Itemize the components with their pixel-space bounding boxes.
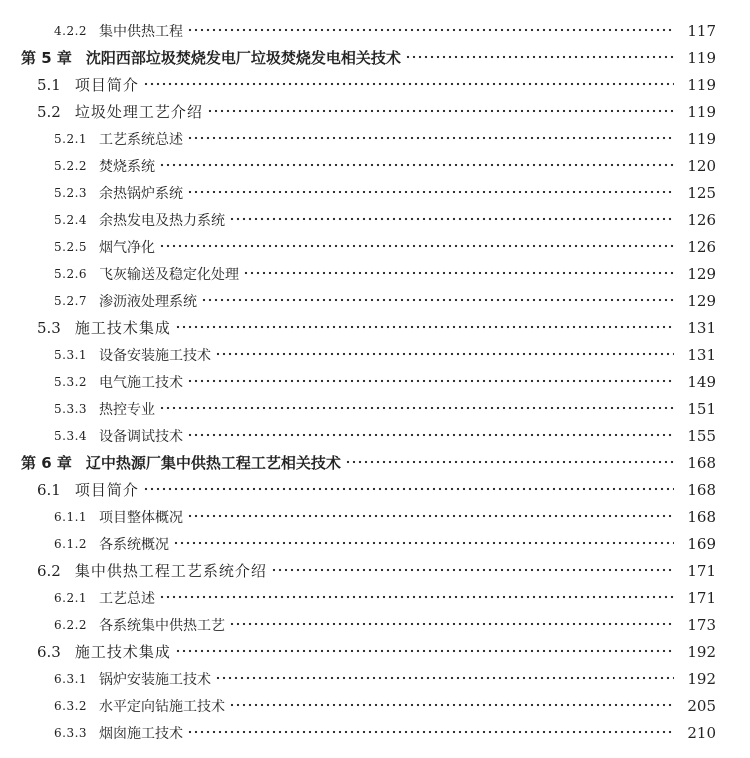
toc-entry[interactable] <box>0 422 750 449</box>
toc-entry-page: 119 <box>687 102 716 121</box>
toc-entry-title: 集中供热工程 <box>99 23 184 40</box>
toc-entry-page: 126 <box>687 210 716 229</box>
toc-entry-page: 210 <box>687 723 716 742</box>
toc-entry-page: 169 <box>687 534 716 553</box>
toc-entry[interactable] <box>0 152 750 179</box>
toc-entry[interactable] <box>0 584 750 611</box>
toc-entry-page: 129 <box>687 264 716 283</box>
toc-entry-number: 5.3.1 <box>54 347 88 362</box>
toc-entry-title: 热控专业 <box>99 401 156 418</box>
toc-section[interactable] <box>0 476 750 503</box>
toc-entry-page: 155 <box>687 426 716 445</box>
toc-entry-title: 焚烧系统 <box>99 158 156 175</box>
toc-entry-page: 129 <box>687 291 716 310</box>
toc-entry-number: 5.2.4 <box>54 212 88 227</box>
toc-entry[interactable] <box>0 17 750 44</box>
toc-entry[interactable] <box>0 611 750 638</box>
toc-section[interactable] <box>0 557 750 584</box>
toc-entry-number: 6.2.2 <box>54 617 88 632</box>
dot-leader <box>187 374 674 388</box>
toc-entry-title: 项目整体概况 <box>99 509 184 526</box>
toc-entry-page: 131 <box>687 318 716 337</box>
toc-entry-page: 119 <box>687 48 716 67</box>
toc-entry[interactable] <box>0 179 750 206</box>
toc-entry-number: 第 6 章 <box>21 454 72 472</box>
toc-entry[interactable] <box>0 719 750 746</box>
toc-entry-title: 集中供热工程工艺系统介绍 <box>74 562 267 580</box>
toc-entry[interactable] <box>0 260 750 287</box>
toc-section[interactable] <box>0 98 750 125</box>
toc-entry-title: 水平定向钻施工技术 <box>99 698 226 715</box>
toc-entry-title: 设备安装施工技术 <box>99 347 212 364</box>
toc-entry-title: 施工技术集成 <box>74 643 171 661</box>
toc-entry[interactable] <box>0 233 750 260</box>
toc-entry-title: 渗沥液处理系统 <box>99 293 198 310</box>
toc-entry-title: 施工技术集成 <box>74 319 171 337</box>
toc-entry[interactable] <box>0 503 750 530</box>
toc-entry[interactable] <box>0 287 750 314</box>
toc-entry-page: 192 <box>687 642 716 661</box>
toc-entry-title: 电气施工技术 <box>99 374 184 391</box>
toc-entry-page: 151 <box>687 399 716 418</box>
toc-entry-page: 205 <box>687 696 716 715</box>
dot-leader <box>187 131 674 145</box>
toc-entry[interactable] <box>0 395 750 422</box>
dot-leader <box>229 617 674 631</box>
toc-entry-title: 工艺系统总述 <box>99 131 184 148</box>
toc-entry-title: 余热锅炉系统 <box>99 185 184 202</box>
toc-entry-page: 120 <box>687 156 716 175</box>
toc-entry-title: 垃圾处理工艺介绍 <box>74 103 203 121</box>
toc-entry-number: 6.3.3 <box>54 725 88 740</box>
toc-chapter[interactable] <box>0 44 750 71</box>
toc-entry[interactable] <box>0 692 750 719</box>
toc-entry-number: 5.2.3 <box>54 185 88 200</box>
toc-entry-title: 烟囱施工技术 <box>99 725 184 742</box>
toc-entry-number: 6.1 <box>37 480 61 499</box>
toc-entry-number: 5.2.1 <box>54 131 88 146</box>
toc-entry-title: 飞灰输送及稳定化处理 <box>99 266 240 283</box>
toc-entry-title: 工艺总述 <box>99 590 156 607</box>
toc-chapter[interactable] <box>0 449 750 476</box>
toc-entry-number: 5.2.7 <box>54 293 88 308</box>
dot-leader <box>187 509 674 523</box>
dot-leader <box>187 185 674 199</box>
toc-entry-title: 沈阳西部垃圾焚烧发电厂垃圾焚烧发电相关技术 <box>85 49 401 67</box>
dot-leader <box>143 77 674 91</box>
dot-leader <box>143 482 674 496</box>
toc-entry[interactable] <box>0 665 750 692</box>
toc-entry-number: 6.2.1 <box>54 590 88 605</box>
table-of-contents <box>0 17 750 746</box>
toc-entry-page: 131 <box>687 345 716 364</box>
toc-entry-page: 149 <box>687 372 716 391</box>
toc-entry[interactable] <box>0 125 750 152</box>
toc-entry-page: 119 <box>687 129 716 148</box>
toc-entry-title: 锅炉安装施工技术 <box>99 671 212 688</box>
dot-leader <box>187 428 674 442</box>
toc-entry-title: 辽中热源厂集中供热工程工艺相关技术 <box>85 454 341 472</box>
dot-leader <box>173 536 674 550</box>
toc-entry[interactable] <box>0 341 750 368</box>
dot-leader <box>229 698 674 712</box>
dot-leader <box>159 239 674 253</box>
dot-leader <box>243 266 674 280</box>
toc-entry-number: 第 5 章 <box>21 49 72 67</box>
dot-leader <box>159 401 674 415</box>
toc-entry-number: 6.1.1 <box>54 509 88 524</box>
toc-entry-number: 6.2 <box>37 561 61 580</box>
toc-entry[interactable] <box>0 530 750 557</box>
dot-leader <box>345 455 674 469</box>
toc-entry-page: 171 <box>687 561 716 580</box>
dot-leader <box>271 563 674 577</box>
toc-entry-number: 5.2.2 <box>54 158 88 173</box>
dot-leader <box>159 590 674 604</box>
toc-section[interactable] <box>0 314 750 341</box>
toc-entry-number: 5.2 <box>37 102 61 121</box>
toc-entry-page: 168 <box>687 507 716 526</box>
toc-entry-title: 设备调试技术 <box>99 428 184 445</box>
toc-entry-number: 5.3.2 <box>54 374 88 389</box>
toc-entry-page: 173 <box>687 615 716 634</box>
toc-entry-title: 项目简介 <box>74 481 139 499</box>
toc-entry-number: 6.3.2 <box>54 698 88 713</box>
toc-entry[interactable] <box>0 206 750 233</box>
toc-entry-number: 5.2.6 <box>54 266 88 281</box>
dot-leader <box>201 293 674 307</box>
toc-entry-page: 168 <box>687 453 716 472</box>
dot-leader <box>175 320 674 334</box>
dot-leader <box>207 104 674 118</box>
toc-section[interactable] <box>0 71 750 98</box>
toc-entry-title: 各系统集中供热工艺 <box>99 617 226 634</box>
toc-entry-number: 5.3.4 <box>54 428 88 443</box>
toc-entry-number: 6.1.2 <box>54 536 88 551</box>
toc-entry-page: 192 <box>687 669 716 688</box>
dot-leader <box>229 212 674 226</box>
toc-entry-page: 119 <box>687 75 716 94</box>
toc-entry-page: 126 <box>687 237 716 256</box>
toc-entry-number: 5.1 <box>37 75 61 94</box>
toc-entry-number: 6.3 <box>37 642 61 661</box>
dot-leader <box>159 158 674 172</box>
dot-leader <box>215 671 674 685</box>
dot-leader <box>405 50 674 64</box>
dot-leader <box>187 23 674 37</box>
dot-leader <box>175 644 674 658</box>
toc-entry-title: 余热发电及热力系统 <box>99 212 226 229</box>
toc-entry-number: 5.3 <box>37 318 61 337</box>
toc-entry-title: 项目简介 <box>74 76 139 94</box>
toc-entry-page: 125 <box>687 183 716 202</box>
toc-entry-number: 5.2.5 <box>54 239 88 254</box>
toc-entry-page: 168 <box>687 480 716 499</box>
toc-entry-title: 各系统概况 <box>99 536 170 553</box>
dot-leader <box>187 725 674 739</box>
toc-entry-number: 4.2.2 <box>54 23 88 38</box>
toc-section[interactable] <box>0 638 750 665</box>
toc-entry[interactable] <box>0 368 750 395</box>
toc-entry-page: 117 <box>687 21 716 40</box>
toc-entry-title: 烟气净化 <box>99 239 156 256</box>
toc-entry-number: 6.3.1 <box>54 671 88 686</box>
toc-entry-page: 171 <box>687 588 716 607</box>
dot-leader <box>215 347 674 361</box>
toc-entry-number: 5.3.3 <box>54 401 88 416</box>
